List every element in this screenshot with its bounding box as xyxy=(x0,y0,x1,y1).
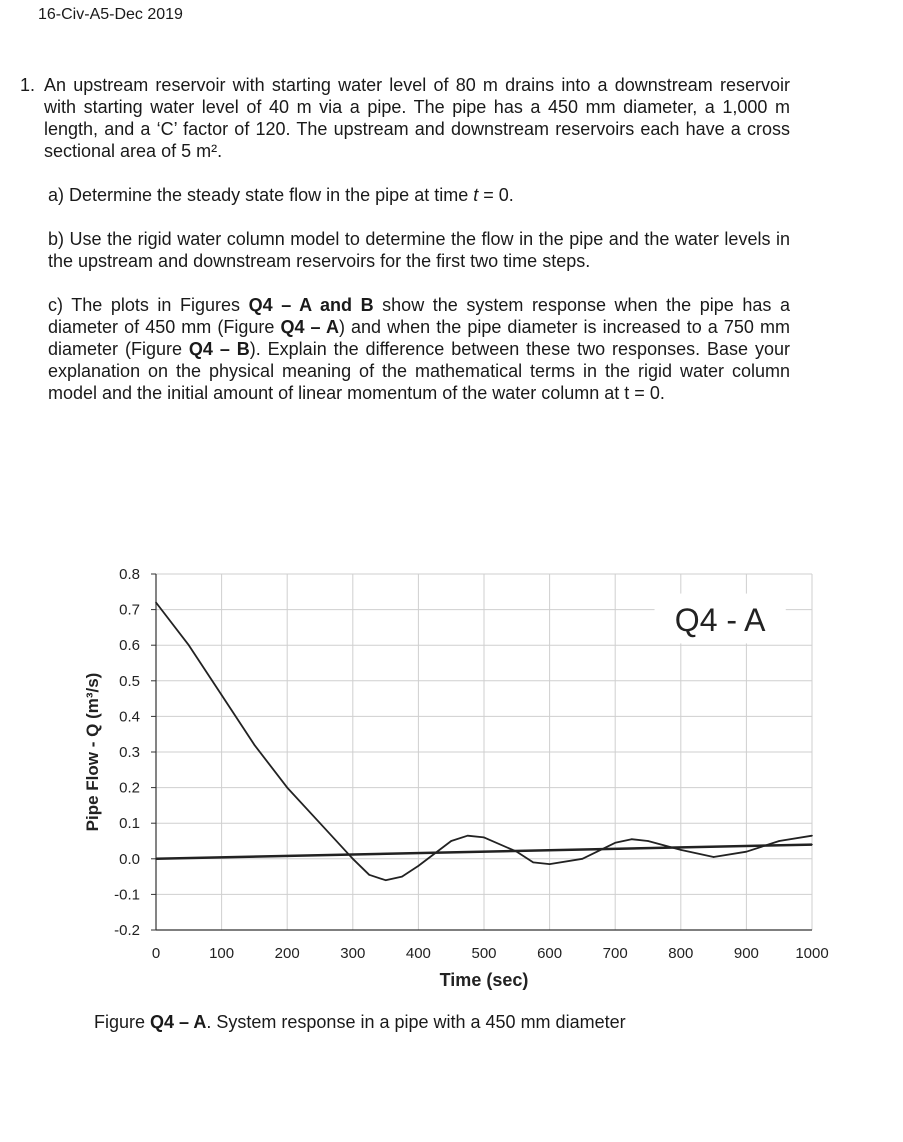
x-tick-label: 600 xyxy=(537,945,563,962)
flow-data-point xyxy=(713,856,715,858)
flow-data-point xyxy=(811,835,813,837)
question-number: 1. xyxy=(20,75,36,95)
part-c: c) The plots in Figures Q4 – A and B show the system response when the pipe has a diameter of 450 mm (Figure Q4 – A) and when the pipe diameter is increased to a 750 mm diameter (Figure Q4 – B). Explain the difference between these two responses. Base your explanation on the physical meaning of the mathematical terms in the rigid water column model and the initial amount of linear momentum of the water column at t = 0. xyxy=(48,295,790,403)
x-tick-label: 100 xyxy=(209,945,235,962)
flow-data-point xyxy=(385,879,387,881)
baseline-data-point xyxy=(155,858,157,860)
flow-data-point xyxy=(221,694,223,696)
flow-data-point xyxy=(368,874,370,876)
y-tick-label: 0.8 xyxy=(119,566,140,583)
flow-data-point xyxy=(647,840,649,842)
question-intro: An upstream reservoir with starting water level of 80 m drains into a downstream reservoir with starting water level of 40 m via a pipe. The pipe has a 450 mm diameter, a 1,000 m length, and a ‘C’ factor of 120. The upstream and downstream reservoirs each have a cross sectional area of 5 m². xyxy=(44,75,790,161)
y-axis-label: Pipe Flow - Q (m³/s) xyxy=(83,672,102,832)
time-variable: t xyxy=(473,185,479,205)
flow-data-point xyxy=(549,863,551,865)
y-tick-label: -0.1 xyxy=(114,886,140,904)
flow-data-point xyxy=(418,865,420,867)
y-tick-label: 0.4 xyxy=(119,708,140,726)
x-tick-label: 200 xyxy=(274,945,300,962)
question-body xyxy=(44,74,790,404)
flow-data-point xyxy=(680,849,682,851)
x-tick-label: 400 xyxy=(405,945,431,962)
flow-data-point xyxy=(352,858,354,860)
y-tick-label: 0.6 xyxy=(119,637,140,655)
figure-caption: Figure Q4 – A. System response in a pipe with a 450 mm diameter xyxy=(94,1012,626,1032)
y-tick-label: 0.1 xyxy=(119,815,140,833)
flow-data-point xyxy=(778,840,780,842)
flow-data-point xyxy=(532,862,534,864)
x-tick-label: 0 xyxy=(151,945,161,962)
x-tick-label: 700 xyxy=(602,945,628,962)
flow-data-point xyxy=(286,787,288,789)
y-tick-label: -0.2 xyxy=(114,922,140,939)
x-tick-label: 300 xyxy=(340,945,366,962)
flow-data-point xyxy=(483,837,485,839)
flow-data-point xyxy=(746,851,748,853)
x-axis-label: Time (sec) xyxy=(439,970,529,990)
flow-chart xyxy=(72,556,832,996)
figure-q4-a xyxy=(72,556,832,996)
flow-data-point xyxy=(614,842,616,844)
part-b: b) Use the rigid water column model to determine the flow in the pipe and the water levels in the upstream and downstream reservoirs for the first two time steps. xyxy=(48,229,790,271)
x-tick-label: 800 xyxy=(668,945,694,962)
x-tick-label: 500 xyxy=(471,945,497,962)
y-tick-label: 0.3 xyxy=(119,744,140,761)
question-1 xyxy=(20,74,790,426)
flow-data-point xyxy=(582,858,584,860)
x-tick-label: 900 xyxy=(733,945,759,962)
chart-title: Q4 - A xyxy=(674,601,766,638)
flow-data-point xyxy=(631,838,633,840)
baseline-data-point xyxy=(811,844,813,846)
flow-data-point xyxy=(254,744,256,746)
flow-data-point xyxy=(155,602,157,604)
flow-data-point xyxy=(450,840,452,842)
part-a: a) Determine the steady state flow in the pipe at time t = 0. xyxy=(48,185,514,205)
flow-data-point xyxy=(467,835,469,837)
flow-data-point xyxy=(401,876,403,878)
x-tick-label: 1000 xyxy=(795,945,829,962)
y-tick-label: 0.2 xyxy=(119,779,140,797)
y-tick-label: 0.5 xyxy=(119,672,140,690)
flow-data-point xyxy=(188,644,190,646)
y-tick-label: 0.7 xyxy=(119,601,140,619)
page-header: 16-Civ-A5-Dec 2019 xyxy=(38,6,183,23)
flow-data-point xyxy=(319,822,321,824)
y-tick-label: 0.0 xyxy=(119,850,140,868)
